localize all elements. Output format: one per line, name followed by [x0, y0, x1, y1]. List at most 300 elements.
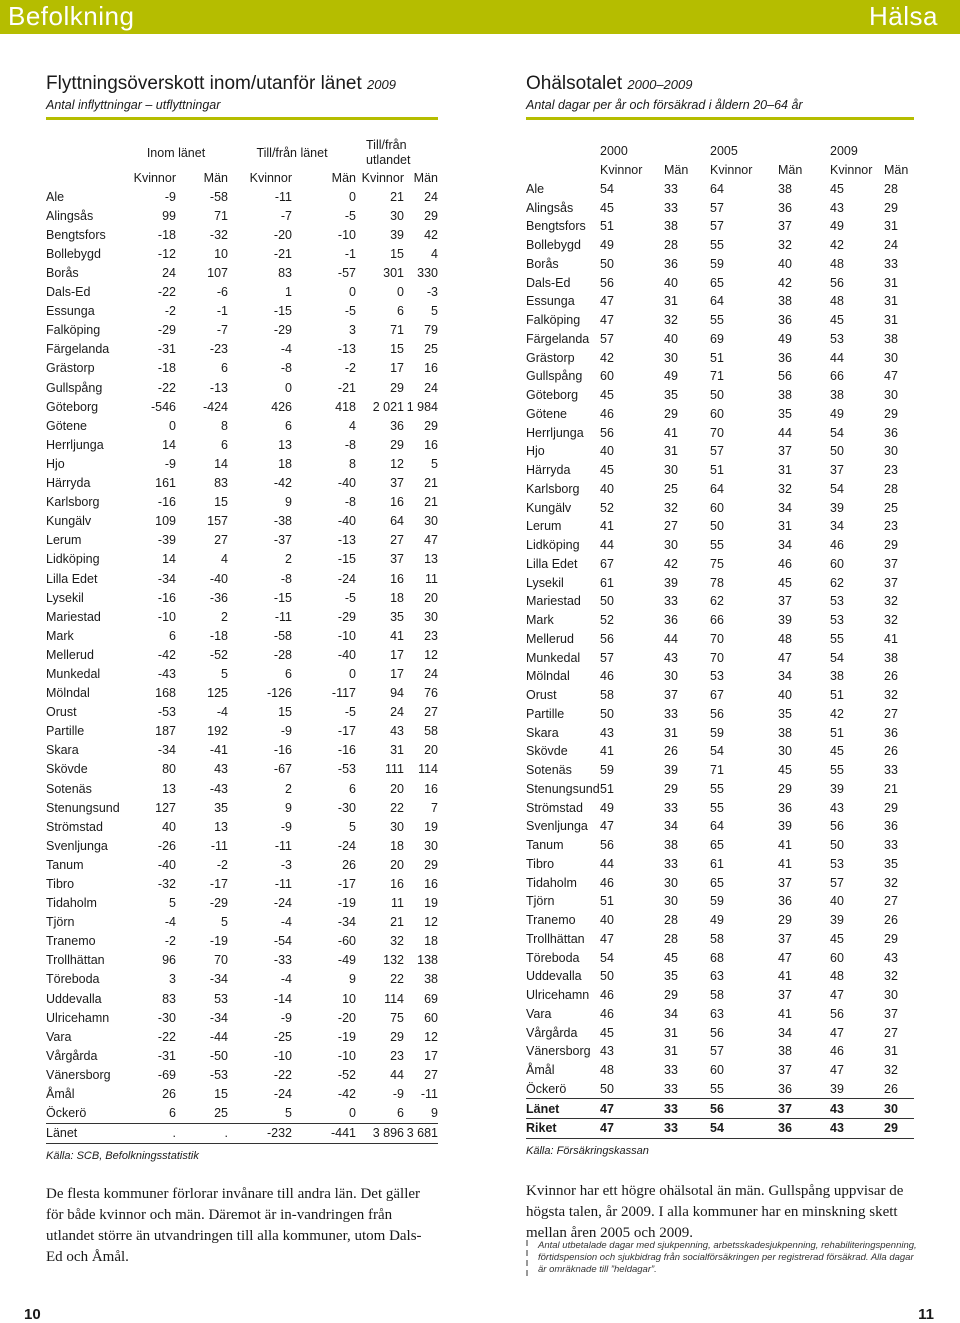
cell-value: 33: [884, 256, 898, 271]
cell-value: 57: [710, 219, 724, 234]
cell-value: 32: [664, 313, 678, 328]
cell-value: 40: [830, 894, 844, 909]
row-label: Tidaholm: [526, 875, 577, 890]
sickness-source: Källa: Försäkringskassan: [526, 1144, 649, 1157]
cell-value: 23: [424, 628, 438, 643]
cell-value: -10: [273, 1048, 292, 1063]
cell-value: 2 021: [372, 399, 404, 414]
cell-value: 58: [600, 688, 614, 703]
sickness-title-year: 2000–2009: [627, 77, 693, 92]
row-label: Mölndal: [46, 686, 90, 701]
cell-value: -26: [157, 838, 176, 853]
total-value: 3 896: [356, 1123, 404, 1143]
total-label: Länet: [526, 1099, 600, 1119]
cell-value: -9: [280, 819, 292, 834]
cell-value: -60: [337, 934, 356, 949]
migration-subtitle: Antal inflyttningar – utflyttningar: [46, 98, 221, 112]
cell-value: 30: [424, 514, 438, 529]
row-label: Tanum: [526, 838, 564, 853]
cell-value: -34: [337, 915, 356, 930]
cell-value: 29: [884, 800, 898, 815]
cell-value: -8: [280, 361, 292, 376]
total-value: 33: [664, 1099, 710, 1119]
cell-value: 22: [390, 800, 404, 815]
row-label: Munkedal: [526, 650, 581, 665]
cell-value: -9: [164, 456, 176, 471]
table-row: [526, 198, 914, 217]
cell-value: 26: [884, 669, 898, 684]
migration-section: [46, 72, 438, 1268]
cell-value: 40: [600, 444, 614, 459]
cell-value: 54: [830, 425, 844, 440]
cell-value: 29: [884, 200, 898, 215]
cell-value: 38: [830, 669, 844, 684]
cell-value: 29: [884, 538, 898, 553]
cell-value: 32: [884, 969, 898, 984]
table-row: [46, 703, 438, 722]
cell-value: 42: [830, 706, 844, 721]
cell-value: 35: [390, 609, 404, 624]
total-value: 29: [884, 1119, 914, 1139]
cell-value: 60: [424, 1010, 438, 1025]
cell-value: 75: [710, 556, 724, 571]
cell-value: 19: [424, 819, 438, 834]
cell-value: 18: [390, 590, 404, 605]
cell-value: -40: [337, 476, 356, 491]
cell-value: 47: [600, 931, 614, 946]
cell-value: 36: [778, 350, 792, 365]
cell-value: 29: [390, 1029, 404, 1044]
cell-value: 46: [778, 556, 792, 571]
year-2000: 2000: [600, 144, 628, 159]
cell-value: 17: [390, 647, 404, 662]
row-label: Mark: [526, 613, 554, 628]
cell-value: -33: [273, 953, 292, 968]
cell-value: 5: [349, 819, 356, 834]
cell-value: 16: [424, 781, 438, 796]
cell-value: -29: [273, 323, 292, 338]
table-row: [46, 474, 438, 493]
cell-value: 12: [424, 1029, 438, 1044]
cell-value: 45: [664, 950, 678, 965]
table-row: [526, 330, 914, 349]
cell-value: 33: [884, 763, 898, 778]
cell-value: 28: [664, 931, 678, 946]
table-row: [526, 892, 914, 911]
cell-value: 50: [600, 969, 614, 984]
row-label: Falköping: [46, 323, 101, 338]
page-number-left: 10: [24, 1306, 41, 1323]
cell-value: 37: [884, 1006, 898, 1021]
cell-value: 33: [664, 594, 678, 609]
table-row: [526, 573, 914, 592]
sickness-footnote: Antal utbetalade dagar med sjukpenning, arbetsskadesjukpenning, rehabiliteringspenning, förtidspension och sjukbidrag från socialförsäkringen per registrerad försäkrad. Alla dagar är omräknade till ”heldagar”.: [526, 1240, 918, 1276]
cell-value: 71: [390, 323, 404, 338]
cell-value: 80: [162, 762, 176, 777]
cell-value: 33: [664, 800, 678, 815]
cell-value: 36: [390, 418, 404, 433]
row-label: Partille: [526, 706, 565, 721]
cell-value: 31: [664, 725, 678, 740]
cell-value: -13: [337, 533, 356, 548]
cell-value: 66: [830, 369, 844, 384]
row-label: Essunga: [526, 294, 575, 309]
cell-value: 57: [710, 1044, 724, 1059]
row-label: Åmål: [526, 1063, 555, 1078]
cell-value: 12: [424, 647, 438, 662]
cell-value: 2: [285, 781, 292, 796]
cell-value: 68: [710, 950, 724, 965]
cell-value: 29: [778, 781, 792, 796]
table-row: [46, 1104, 438, 1124]
row-label: Gullspång: [526, 369, 583, 384]
cell-value: 8: [221, 418, 228, 433]
cell-value: -5: [344, 705, 356, 720]
cell-value: 6: [349, 781, 356, 796]
cell-value: 37: [664, 688, 678, 703]
table-row: [526, 1080, 914, 1099]
row-label: Åmål: [46, 1087, 75, 1102]
cell-value: 12: [424, 915, 438, 930]
cell-value: 6: [397, 304, 404, 319]
cell-value: 0: [285, 380, 292, 395]
cell-value: 55: [710, 1081, 724, 1096]
title-rule: [46, 117, 438, 120]
cell-value: -43: [157, 666, 176, 681]
cell-value: 44: [778, 425, 792, 440]
cell-value: -13: [209, 380, 228, 395]
cell-value: 16: [390, 495, 404, 510]
subhead-man: Män: [413, 170, 438, 185]
cell-value: -14: [273, 991, 292, 1006]
row-label: Tranemo: [46, 934, 96, 949]
cell-value: 6: [285, 418, 292, 433]
cell-value: 13: [214, 819, 228, 834]
cell-value: 1: [285, 285, 292, 300]
cell-value: -50: [209, 1048, 228, 1063]
cell-value: 63: [710, 1006, 724, 1021]
row-label: Mark: [46, 628, 74, 643]
cell-value: 47: [600, 294, 614, 309]
cell-value: -4: [164, 915, 176, 930]
cell-value: 6: [221, 361, 228, 376]
cell-value: 55: [830, 631, 844, 646]
cell-value: 127: [155, 800, 176, 815]
subhead-man: Män: [664, 163, 689, 178]
cell-value: 30: [664, 538, 678, 553]
table-row: [526, 1042, 914, 1061]
cell-value: -10: [337, 1048, 356, 1063]
cell-value: 39: [778, 613, 792, 628]
cell-value: 26: [884, 1081, 898, 1096]
row-label: Bollebygd: [46, 246, 101, 261]
row-label: Strömstad: [46, 819, 103, 834]
cell-value: 0: [349, 285, 356, 300]
cell-value: 28: [664, 238, 678, 253]
cell-value: 2: [285, 552, 292, 567]
cell-value: 46: [830, 538, 844, 553]
section-title-left: Befolkning: [8, 1, 135, 31]
cell-value: -2: [344, 361, 356, 376]
cell-value: 56: [830, 819, 844, 834]
cell-value: 40: [664, 331, 678, 346]
cell-value: 25: [214, 1106, 228, 1121]
cell-value: 42: [600, 350, 614, 365]
cell-value: -17: [209, 877, 228, 892]
cell-value: -44: [209, 1029, 228, 1044]
row-label: Härryda: [46, 476, 91, 491]
row-label: Bollebygd: [526, 238, 581, 253]
cell-value: 38: [664, 838, 678, 853]
cell-value: 41: [778, 1006, 792, 1021]
cell-value: 64: [710, 481, 724, 496]
sickness-subtitle: Antal dagar per år och försäkrad i åldern 20–64 år: [526, 98, 803, 112]
cell-value: -31: [157, 342, 176, 357]
cell-value: -21: [337, 380, 356, 395]
cell-value: -4: [280, 972, 292, 987]
table-row: [46, 932, 438, 951]
cell-value: -2: [216, 857, 228, 872]
total-value: -232: [228, 1123, 292, 1143]
cell-value: 157: [207, 514, 228, 529]
cell-value: -69: [157, 1067, 176, 1082]
row-label: Mölndal: [526, 669, 570, 684]
cell-value: 54: [600, 950, 614, 965]
cell-value: -11: [274, 609, 292, 624]
total-value: 43: [830, 1099, 884, 1119]
table-row: [526, 273, 914, 292]
cell-value: 27: [664, 519, 678, 534]
cell-value: 51: [710, 350, 724, 365]
table-row: [526, 817, 914, 836]
table-row: [46, 894, 438, 913]
cell-value: 49: [600, 800, 614, 815]
cell-value: 76: [424, 686, 438, 701]
table-row: [526, 311, 914, 330]
subhead-kvinnor: Kvinnor: [133, 170, 176, 185]
subhead-man: Män: [778, 163, 803, 178]
cell-value: 30: [664, 875, 678, 890]
cell-value: -11: [274, 189, 292, 204]
group-tillfran-lan: Till/från länet: [256, 146, 328, 160]
cell-value: 55: [710, 538, 724, 553]
cell-value: 58: [424, 724, 438, 739]
row-label: Vårgårda: [46, 1048, 98, 1063]
cell-value: 53: [710, 669, 724, 684]
cell-value: 36: [884, 425, 898, 440]
cell-value: 70: [710, 631, 724, 646]
cell-value: 15: [214, 495, 228, 510]
cell-value: 54: [830, 481, 844, 496]
cell-value: 14: [162, 552, 176, 567]
cell-value: 34: [830, 519, 844, 534]
cell-value: 31: [884, 275, 898, 290]
cell-value: 418: [335, 399, 356, 414]
total-value: 3 681: [404, 1123, 438, 1143]
cell-value: 94: [390, 686, 404, 701]
table-row: [46, 722, 438, 741]
cell-value: -19: [337, 1029, 356, 1044]
cell-value: 14: [162, 437, 176, 452]
cell-value: 48: [830, 256, 844, 271]
cell-value: -9: [280, 724, 292, 739]
row-label: Öckerö: [526, 1081, 567, 1096]
cell-value: 53: [830, 331, 844, 346]
row-label: Töreboda: [526, 950, 580, 965]
cell-value: 36: [778, 800, 792, 815]
cell-value: 30: [390, 208, 404, 223]
cell-value: 28: [884, 481, 898, 496]
cell-value: -5: [344, 208, 356, 223]
row-label: Kungälv: [46, 514, 92, 529]
cell-value: 26: [342, 857, 356, 872]
cell-value: 49: [710, 913, 724, 928]
cell-value: 37: [778, 444, 792, 459]
table-row: [46, 684, 438, 703]
cell-value: 45: [600, 1025, 614, 1040]
sickness-title-text: Ohälsotalet: [526, 73, 623, 94]
cell-value: -8: [344, 437, 356, 452]
cell-value: 33: [664, 181, 678, 196]
cell-value: 21: [390, 189, 404, 204]
cell-value: 21: [884, 781, 898, 796]
cell-value: 36: [664, 613, 678, 628]
table-row: [526, 386, 914, 405]
cell-value: 70: [710, 650, 724, 665]
cell-value: 56: [830, 275, 844, 290]
cell-value: -21: [273, 246, 292, 261]
cell-value: 83: [214, 476, 228, 491]
row-label: Ulricehamn: [526, 988, 590, 1003]
cell-value: 65: [710, 275, 724, 290]
cell-value: -30: [337, 800, 356, 815]
cell-value: 34: [778, 669, 792, 684]
cell-value: 30: [884, 444, 898, 459]
cell-value: 39: [778, 819, 792, 834]
cell-value: 26: [884, 744, 898, 759]
cell-value: 31: [390, 743, 404, 758]
cell-value: -19: [337, 896, 356, 911]
cell-value: -18: [157, 361, 176, 376]
row-label: Skövde: [46, 762, 88, 777]
cell-value: 46: [600, 875, 614, 890]
cell-value: -52: [209, 647, 228, 662]
table-row: [526, 667, 914, 686]
row-label: Bengtsfors: [46, 227, 106, 242]
cell-value: -49: [337, 953, 356, 968]
table-row: [46, 283, 438, 302]
cell-value: 50: [830, 838, 844, 853]
row-label: Alingsås: [46, 208, 94, 223]
cell-value: 29: [884, 406, 898, 421]
cell-value: 50: [600, 594, 614, 609]
cell-value: -57: [337, 266, 356, 281]
cell-value: -53: [209, 1067, 228, 1082]
row-label: Tidaholm: [46, 896, 97, 911]
table-row: [46, 970, 438, 989]
cell-value: 29: [884, 931, 898, 946]
cell-value: 44: [600, 856, 614, 871]
cell-value: -9: [392, 1087, 404, 1102]
cell-value: 49: [830, 406, 844, 421]
cell-value: 38: [778, 388, 792, 403]
cell-value: 44: [390, 1067, 404, 1082]
cell-value: 56: [710, 1025, 724, 1040]
cell-value: 27: [424, 1067, 438, 1082]
table-row: [46, 798, 438, 817]
row-label: Ale: [46, 189, 65, 204]
cell-value: 60: [600, 369, 614, 384]
table-row: [526, 798, 914, 817]
cell-value: -5: [344, 590, 356, 605]
cell-value: 83: [278, 266, 292, 281]
row-label: Herrljunga: [526, 425, 584, 440]
row-label: Orust: [526, 688, 557, 703]
table-row: [526, 236, 914, 255]
cell-value: -11: [210, 838, 228, 853]
cell-value: 12: [390, 456, 404, 471]
cell-value: 83: [162, 991, 176, 1006]
cell-value: 45: [600, 200, 614, 215]
cell-value: 21: [424, 476, 438, 491]
cell-value: 18: [390, 838, 404, 853]
cell-value: 64: [710, 294, 724, 309]
cell-value: 192: [207, 724, 228, 739]
cell-value: 47: [830, 1025, 844, 1040]
cell-value: 51: [600, 781, 614, 796]
cell-value: 35: [664, 388, 678, 403]
table-row: [526, 780, 914, 799]
row-label: Sotenäs: [46, 781, 92, 796]
cell-value: 26: [884, 913, 898, 928]
total-value: 54: [710, 1119, 778, 1139]
cell-value: 40: [778, 688, 792, 703]
sickness-sub-header: [526, 161, 914, 180]
cell-value: -29: [209, 896, 228, 911]
cell-value: 60: [710, 500, 724, 515]
cell-value: 31: [664, 444, 678, 459]
cell-value: 38: [424, 972, 438, 987]
cell-value: 46: [830, 1044, 844, 1059]
cell-value: -24: [337, 571, 356, 586]
cell-value: 29: [424, 208, 438, 223]
cell-value: 24: [390, 705, 404, 720]
row-label: Götene: [526, 406, 568, 421]
row-label: Lilla Edet: [526, 556, 578, 571]
cell-value: 53: [830, 613, 844, 628]
cell-value: -42: [157, 647, 176, 662]
table-row: [526, 367, 914, 386]
cell-value: 42: [664, 556, 678, 571]
cell-value: 67: [710, 688, 724, 703]
table-row: [526, 348, 914, 367]
table-row: [526, 948, 914, 967]
subhead-kvinnor: Kvinnor: [600, 163, 643, 178]
cell-value: -22: [157, 1029, 176, 1044]
cell-value: -18: [157, 227, 176, 242]
cell-value: 16: [390, 877, 404, 892]
cell-value: 56: [778, 369, 792, 384]
cell-value: 6: [169, 628, 176, 643]
cell-value: 64: [390, 514, 404, 529]
cell-value: 18: [278, 456, 292, 471]
cell-value: 29: [424, 418, 438, 433]
table-row: [526, 873, 914, 892]
cell-value: 37: [390, 476, 404, 491]
cell-value: 39: [664, 763, 678, 778]
cell-value: 60: [710, 406, 724, 421]
section-header-bar: [0, 0, 960, 34]
